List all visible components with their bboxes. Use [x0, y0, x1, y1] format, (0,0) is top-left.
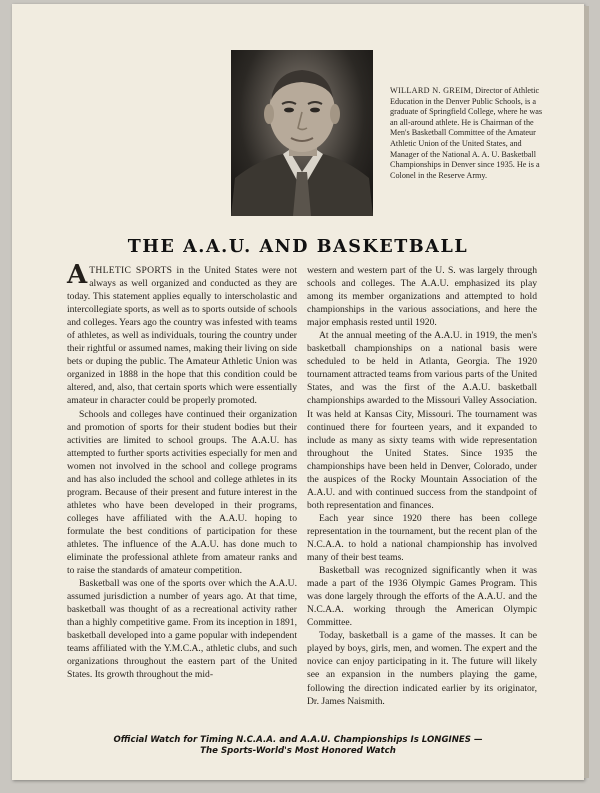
portrait-illustration: [231, 50, 373, 216]
article-paragraph: Basketball was one of the sports over which the A.A.U. assumed jurisdiction a number of years ago. At that time, basketball was thought of as a recreational activity rather than a highly competitive game. From its inception in 1891, basketball developed into a game popular with independent teams affiliated with the Y.M.C.A., athletic clubs, and such organizations throughout the eastern part of the United States. Its growth throughout the mid-: [67, 578, 297, 681]
portrait-photo: [231, 50, 373, 216]
footer-line-1: Official Watch for Timing N.C.A.A. and A.A.U. Championships Is LONGINES —: [113, 735, 483, 745]
article-paragraph: Each year since 1920 there has been college representation in the tournament, but the recent plan of the N.C.A.A. to hold a national championship has involved many of their best teams.: [307, 512, 537, 564]
page-edge: [584, 6, 589, 778]
caption-text: , Director of Athletic Education in the Denver Public Schools, is a graduate of Springfield College, where he was an all-around athlete. He is Chairman of the Men's Basketball Committee of the Amateur Athletic Union of the United States, and Manager of the National A. A. U. Basketball Championships in Denver since 1935. He is a Colonel in the Reserve Army.: [390, 86, 543, 180]
paragraph-text: in the United States were not always as well organized and conducted as they are today. This statement applies equally to interscholastic and intercollegiate sports, as well as to sports outside of schools and colleges. Years ago the country was infested with teams of athletes, as well as individuals, touring the country under their rightful or assumed names, making their living on side bets or duping the public. The Amateur Athletic Union was organized in 1888 in the hope that this condition could be altered, and, also, that certain sports which were essentially amateur in character could be properly promoted.: [67, 265, 297, 407]
article-paragraph: Today, basketball is a game of the masses. It can be played by boys, girls, men, and women. The expert and the novice can enjoy participating in it. The future will likely see an expansion in the numbers playing the game, following the direction indicated earlier by its originator, Dr. James Naismith.: [307, 630, 537, 707]
advertisement-footer: [12, 735, 584, 757]
footer-line-2: The Sports-World's Most Honored Watch: [200, 746, 396, 756]
photo-caption: [390, 86, 550, 181]
magazine-page: [12, 4, 584, 780]
article-column-left: [67, 260, 297, 682]
article-paragraph: Schools and colleges have continued their organization and promotion of sports for their student bodies but their activities are limited to school groups. The A.A.U. has attempted to further sports activities especially for men and women not involved in the school and college programs and has also included the school and college athletes in its program. Because of their present and future interest in the athletes who have been developed in their programs, colleges have affiliated with the A.A.U. hoping to formulate the best conditions of participation for these athletes. The influence of the A.A.U. has done much to eliminate the professional athlete from amateur ranks and to raise the standards of amateur competition.: [67, 408, 297, 577]
article-column-right: [307, 264, 537, 708]
drop-cap: A: [67, 260, 88, 290]
article-paragraph: western and western part of the U. S. was largely through schools and colleges. The A.A.U. emphasized its play among its member organizations and attempted to hold championships in the various associations, and here the major emphasis rested until 1920.: [307, 265, 537, 329]
article-paragraph: [67, 260, 297, 408]
caption-name: WILLARD N. GREIM: [390, 86, 471, 95]
lead-in: THLETIC SPORTS: [89, 265, 173, 276]
article-title: THE A.A.U. AND BASKETBALL: [127, 237, 469, 257]
article-paragraph: Basketball was recognized significantly when it was made a part of the 1936 Olympic Games Program. This was done largely through the efforts of the A.A.U. and the N.C.A.A. working through the American Olympic Committee.: [307, 565, 537, 629]
article-paragraph: At the annual meeting of the A.A.U. in 1919, the men's basketball championships on a national basis were scheduled to be held in Atlanta, Georgia. The 1920 tournament attracted teams from various parts of the United States, and was the first of the A.A.U. basketball championships awarded to the Missouri Valley Association. It was held at Kansas City, Missouri. The tournament was continued there for fourteen years, and it expanded to include as many as sixty teams with wide representation throughout the United States. Since 1935 the championships have been held in Denver, Colorado, under the auspices of the Rocky Mountain Association of the A.A.U. and with continued success from the standpoint of both representation and finances.: [307, 330, 537, 511]
